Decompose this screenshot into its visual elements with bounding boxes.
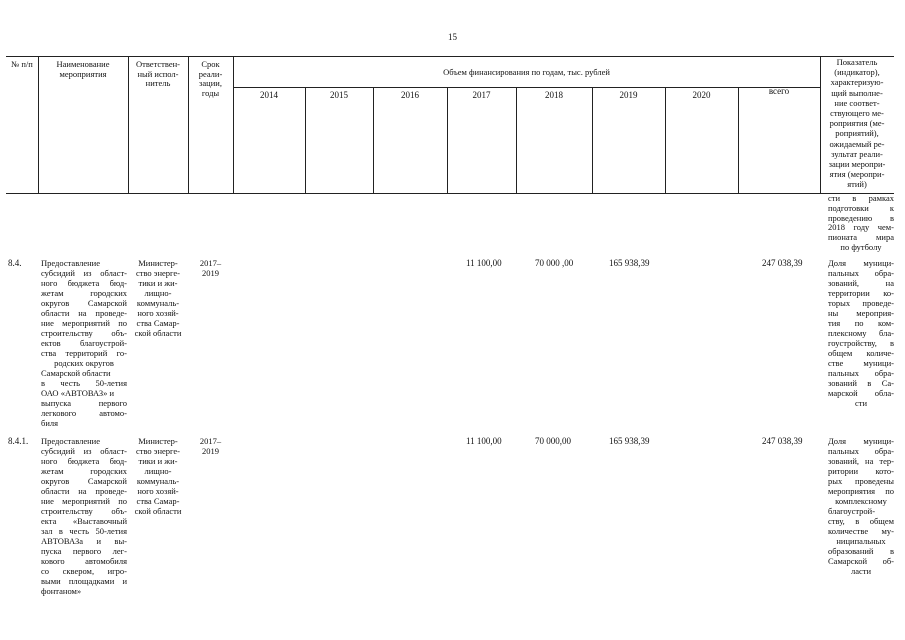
row-term: 2017– 2019 [199,436,222,456]
carryover-indicator-text: сти в рамках подготовки к проведению в 2018 году чем- пионата мира по футболу [828,193,894,252]
header-col-name: Наименование мероприятия [56,59,110,79]
value-2019: 165 938,39 [609,436,650,446]
header-col-number: № п/п [11,59,33,69]
header-year-2014: 2014 [260,90,278,100]
header-total: всего [768,86,790,96]
value-2018: 70 000,00 [535,436,571,446]
row-name: Предоставление субсидий из област- ного бюджета бюд- жетам городских округов Самарской области на проведе- ние мероприятий по строительству объ- екта «Выставочный зал в честь 50-летия АВТОВАЗа и вы- пуска первого лег- кового автомобиля со сквером, игро- выми площадками и фонтаном» [41,436,127,596]
header-year-2019: 2019 [619,90,638,100]
header-col-responsible: Ответствен- ный испол- нитель [135,59,180,88]
header-year-2018: 2018 [545,90,563,100]
row-responsible: Министер- ство энерге- тики и жи- лищно- коммуналь- ного хозяй- ства Самар- ской области [134,258,182,338]
row-number: 8.4.1. [8,436,29,446]
value-2019: 165 938,39 [609,258,650,268]
value-2017: 11 100,00 [466,258,502,268]
header-year-2016: 2016 [401,90,419,100]
header-col-indicator: Показатель (индикатор), характеризую- щий выполне- ние соответ- ствующего ме- роприятия (ме- роприятий), ожидаемый ре- зультат реали- зации меропри- ятия (меропри- ятий) [828,57,886,190]
header-col-finance: Объем финансирования по годам, тыс. рублей [443,67,610,77]
header-year-2017: 2017 [472,90,491,100]
row-name: Предоставление субсидий из област- ного бюджета бюд- жетам городских округов Самарской области на проведе- ние мероприятий по строительству объ- ектов благоустрой- ства территорий го- родских округов Самарской области в честь 50-летия ОАО «АВТОВАЗ» и выпуска первого легкового автомо- биля [41,258,127,428]
value-2018: 70 000 ,00 [535,258,574,268]
value-total: 247 038,39 [762,258,803,268]
header-year-2020: 2020 [692,90,711,100]
header-year-2015: 2015 [330,90,348,100]
value-2017: 11 100,00 [466,436,502,446]
page-number: 15 [448,32,457,42]
row-term: 2017– 2019 [199,258,222,278]
row-indicator: Доля муници- пальных обра- зований, на территории ко- торых проведе- ны мероприя- тия по ком- плексному бла- гоустройству, в общем количе- стве муници- пальных обра- зований в Са- марской обла- сти [828,258,894,408]
row-indicator: Доля муници- пальных обра- зований, на тер- ритории кото- рых проведены мероприятия по комплексному благоустрой- ству, в общем количестве му- ниципальных образований в Самарской об- ласти [828,436,894,576]
row-responsible: Министер- ство энерге- тики и жи- лищно- коммуналь- ного хозяй- ства Самар- ской области [134,436,182,516]
value-total: 247 038,39 [762,436,803,446]
row-number: 8.4. [8,258,22,268]
header-col-term: Срок реали- зации, годы [198,59,223,98]
